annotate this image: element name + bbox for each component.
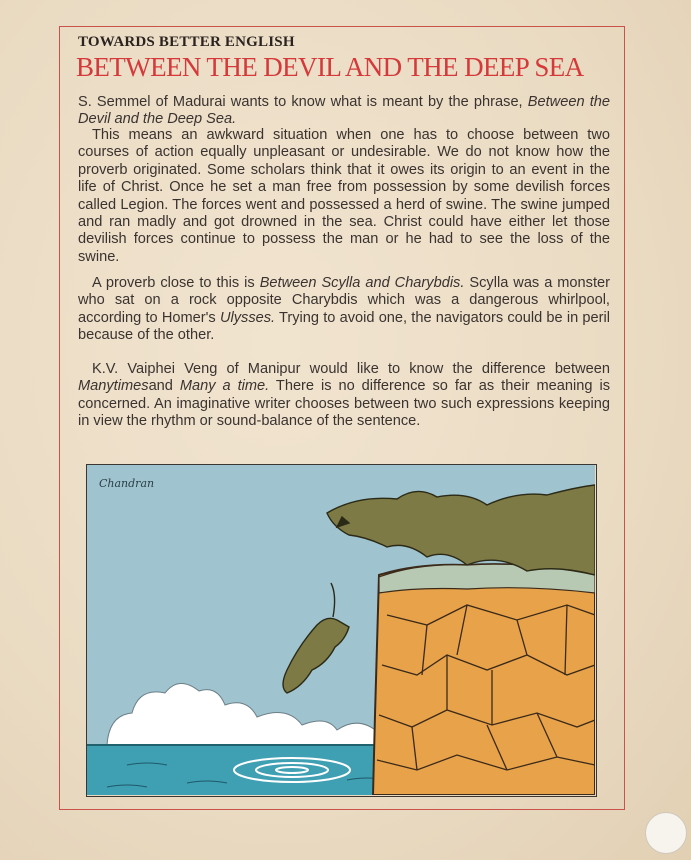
p2-text: This means an awkward situation when one has to choose between two courses of action equally unpleasant or undesirable. We do not know how the proverb originated. Some scholars think that it owes its origin to an event in the life of Christ. Once he set a man free from possession by some devilish forces called Legion. The forces went and possessed a herd of swine. The swine jumped and ran madly and got drowned in the sea. Christ could have either let those devilish forces continue to possess the man or he had to see the loss of the swine. [78, 127, 610, 265]
p4-phrase-2: Many a time. [179, 378, 270, 395]
watermark-logo [645, 812, 687, 854]
p3-phrase: Between Scylla and Charybdis. [259, 275, 465, 291]
p4-text-a: K.V. Vaiphei Veng of Manipur would like to know the difference between [92, 361, 610, 377]
article-title: BETWEEN THE DEVIL AND THE DEEP SEA [76, 52, 584, 82]
p3-text-c: Trying to avoid one, the navigators could be in peril because of the other. [78, 309, 610, 344]
cliff-rock [373, 564, 595, 795]
p4-text-c: There is no difference so far as their meaning is concerned. An imaginative writer chooses between two such expressions keeping in view the rhythm or sound-balance of the sentence. [78, 378, 610, 430]
p4-text-b: and [148, 378, 180, 395]
paragraph-proverb [78, 275, 610, 345]
paragraph-question-2 [78, 361, 610, 431]
paragraph-answer-1 [78, 127, 610, 266]
paragraph-question-1 [78, 94, 610, 129]
p3-text-a: A proverb close to this is [92, 275, 260, 291]
p3-text-b: Scylla was a monster who sat on a rock opposite Charybdis which was a dangerous whirlpool, according to Homer's [78, 275, 610, 326]
p1-phrase: Between the Devil and the Deep Sea. [78, 94, 610, 128]
section-kicker: TOWARDS BETTER ENGLISH [78, 34, 295, 50]
p3-work: Ulysses. [219, 309, 276, 326]
p4-phrase-1: Manytimes [78, 378, 149, 395]
p1-text: S. Semmel of Madurai wants to know what is meant by the phrase, [78, 94, 528, 110]
artist-signature: Chandran [99, 477, 155, 490]
illustration-swine-cliff [86, 464, 597, 797]
illustration-svg [87, 465, 595, 795]
